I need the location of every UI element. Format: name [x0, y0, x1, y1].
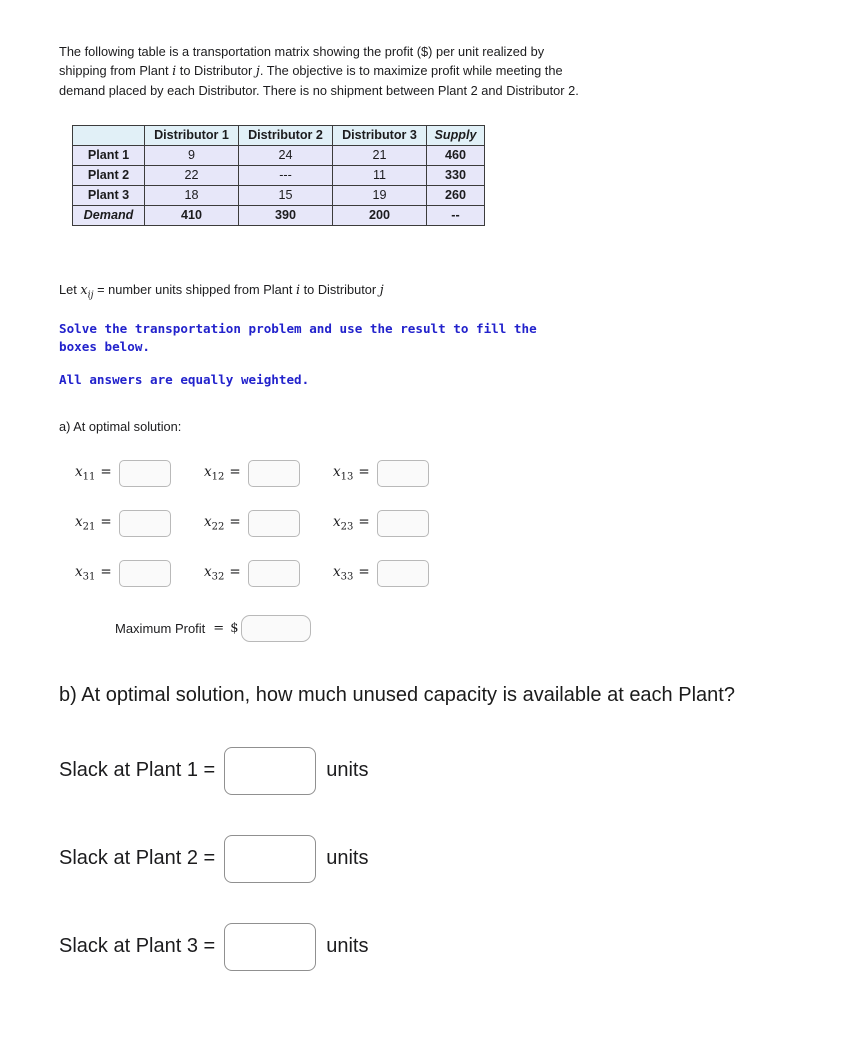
slack-plant-1-label: Slack at Plant 1 = [59, 759, 216, 782]
math-i: i [172, 63, 177, 79]
intro-text-2: to Distributor [176, 62, 256, 78]
x31-input[interactable] [119, 560, 171, 587]
table-cell: --- [239, 165, 333, 185]
x33-label: $x_{33}$ = [333, 564, 370, 583]
x12-field [204, 460, 333, 487]
x23-input[interactable] [377, 510, 429, 537]
x33-field [333, 560, 462, 587]
x31-label: $x_{31}$ = [75, 564, 112, 583]
x11-input[interactable] [119, 460, 171, 487]
instruction-solve-line-1: Solve the transportation problem and use the result to fill the [59, 321, 537, 337]
table-cell: 19 [333, 185, 427, 205]
row-header-plant-2: Plant 2 [73, 165, 145, 185]
row-header-plant-3: Plant 3 [73, 185, 145, 205]
slack-plant-2-units: units [326, 847, 369, 870]
col-header-distributor-2: Distributor 2 [239, 125, 333, 145]
dollar-sign: $ [230, 620, 239, 636]
table-cell: 18 [145, 185, 239, 205]
x32-label: $x_{32}$ = [204, 564, 241, 583]
math-x: x [80, 282, 88, 298]
answer-grid [75, 460, 848, 587]
slack-plant-2-input[interactable] [224, 835, 316, 883]
table-cell: 21 [333, 145, 427, 165]
x13-field [333, 460, 462, 487]
slack-plant-1-units: units [326, 759, 369, 782]
x21-input[interactable] [119, 510, 171, 537]
demand-cell: 200 [333, 205, 427, 225]
max-profit-label: Maximum Profit [115, 620, 206, 636]
x31-field [75, 560, 204, 587]
slack-plant-2-label: Slack at Plant 2 = [59, 847, 216, 870]
table-header-row [73, 125, 485, 145]
x21-label: $x_{21}$ = [75, 514, 112, 533]
x33-input[interactable] [377, 560, 429, 587]
instruction-solve-line-2: boxes below. [59, 339, 150, 355]
max-profit-input[interactable] [241, 615, 311, 642]
math-i: i [295, 282, 301, 298]
x11-label: $x_{11}$ = [75, 464, 112, 483]
x23-field [333, 510, 462, 537]
intro-text-1: The following table is a transportation matrix showing the profit ($) per unit realized by shipping from Plant [59, 43, 545, 78]
x22-input[interactable] [248, 510, 300, 537]
slack-plant-1-input[interactable] [224, 747, 316, 795]
math-j: j [379, 282, 384, 298]
table-row-demand [73, 205, 485, 225]
supply-cell: 460 [427, 145, 485, 165]
row-header-demand: Demand [73, 205, 145, 225]
part-b-heading: b) At optimal solution, how much unused capacity is available at each Plant? [59, 683, 735, 706]
transportation-table [72, 125, 485, 226]
table-cell: 11 [333, 165, 427, 185]
math-j: j [255, 63, 260, 79]
x12-label: $x_{12}$ = [204, 464, 241, 483]
table-cell: 24 [239, 145, 333, 165]
x21-field [75, 510, 204, 537]
table-row-plant-3 [73, 185, 485, 205]
demand-cell: 390 [239, 205, 333, 225]
let-text-3: to Distributor [300, 281, 380, 297]
row-header-plant-1: Plant 1 [73, 145, 145, 165]
table-cell: 9 [145, 145, 239, 165]
max-profit-field [115, 615, 848, 642]
table-row-plant-1 [73, 145, 485, 165]
x23-label: $x_{23}$ = [333, 514, 370, 533]
x22-field [204, 510, 333, 537]
x22-label: $x_{22}$ = [204, 514, 241, 533]
part-a-heading: a) At optimal solution: [59, 418, 182, 434]
intro-text-3: . The objective is to maximize profit while meeting the demand placed by each Distributor. There is no shipment between Plant 2 and Distributor 2. [59, 62, 579, 98]
x13-label: $x_{13}$ = [333, 464, 370, 483]
slack-plant-3-units: units [326, 935, 369, 958]
col-header-supply: Supply [427, 125, 485, 145]
col-header-distributor-1: Distributor 1 [145, 125, 239, 145]
math-sub-ij: ij [87, 289, 94, 301]
table-cell: 15 [239, 185, 333, 205]
x13-input[interactable] [377, 460, 429, 487]
problem-statement [59, 43, 583, 101]
x11-field [75, 460, 204, 487]
x32-field [204, 560, 333, 587]
slack-plant-3-input[interactable] [224, 923, 316, 971]
instructions-block [59, 320, 848, 389]
instruction-weighted: All answers are equally weighted. [59, 371, 310, 387]
slack-plant-3-field [59, 923, 848, 971]
table-row-plant-2 [73, 165, 485, 185]
table-cell: 22 [145, 165, 239, 185]
max-profit-equals: = [213, 620, 225, 636]
demand-supply-cell: -- [427, 205, 485, 225]
x12-input[interactable] [248, 460, 300, 487]
col-header-distributor-3: Distributor 3 [333, 125, 427, 145]
supply-cell: 330 [427, 165, 485, 185]
demand-cell: 410 [145, 205, 239, 225]
slack-plant-1-field [59, 747, 848, 795]
corner-cell [73, 125, 145, 145]
x32-input[interactable] [248, 560, 300, 587]
let-text-1: Let [59, 281, 81, 297]
let-text-2: = number units shipped from Plant [93, 281, 296, 297]
supply-cell: 260 [427, 185, 485, 205]
slack-plant-2-field [59, 835, 848, 883]
slack-plant-3-label: Slack at Plant 3 = [59, 935, 216, 958]
variable-definition [59, 282, 848, 301]
